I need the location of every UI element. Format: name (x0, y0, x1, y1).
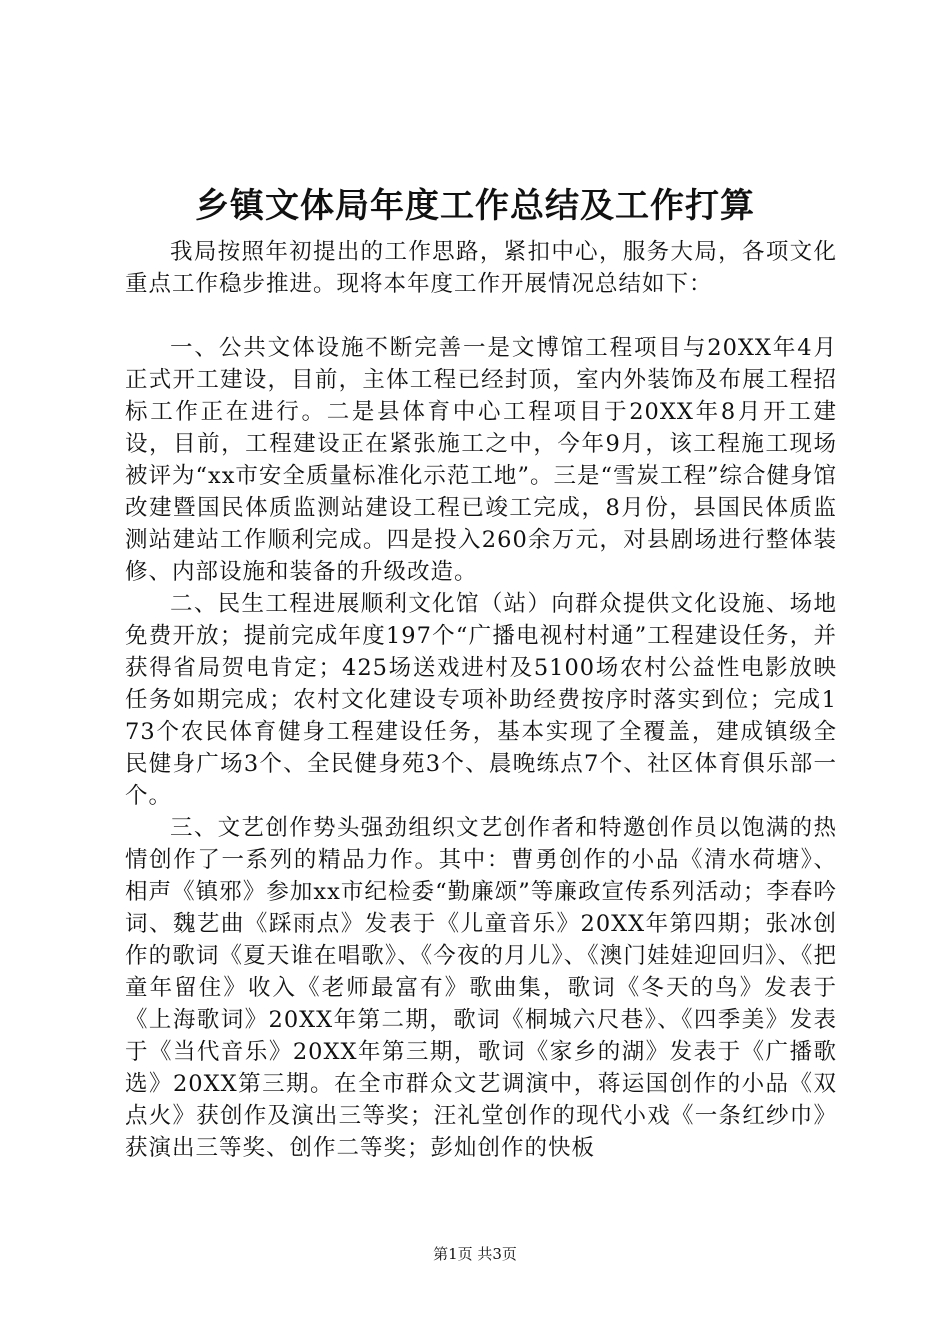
section-3-paragraph: 三、文艺创作势头强劲组织文艺创作者和特邀创作员以饱满的热情创作了一系列的精品力作。其中：曹勇创作的小品《清水荷塘》、相声《镇邪》参加xx市纪检委“勤廉颂”等廉政宣传系列活动；李春吟词、魏艺曲《踩雨点》发表于《儿童音乐》20XX年第四期；张冰创作的歌词《夏天谁在唱歌》、《今夜的月儿》、《澳门娃娃迎回归》、《把童年留住》收入《老师最富有》歌曲集，歌词《冬天的鸟》发表于《上海歌词》20XX年第二期，歌词《桐城六尺巷》、《四季美》发表于《当代音乐》20XX年第三期，歌词《家乡的湖》发表于《广播歌选》20XX第三期。在全市群众文艺调演中，蒋运国创作的小品《双点火》获创作及演出三等奖；汪礼堂创作的现代小戏《一条红纱巾》获演出三等奖、创作二等奖；彭灿创作的快板 (125, 815, 837, 1161)
intro-paragraph: 我局按照年初提出的工作思路，紧扣中心，服务大局，各项文化重点工作稳步推进。现将本年度工作开展情况总结如下： (125, 239, 837, 297)
section-2-paragraph: 二、民生工程进展顺利文化馆（站）向群众提供文化设施、场地免费开放；提前完成年度197个“广播电视村村通”工程建设任务，并获得省局贺电肯定；425场送戏进村及5100场农村公益性电影放映任务如期完成；农村文化建设专项补助经费按序时落实到位；完成173个农民体育健身工程建设任务，基本实现了全覆盖，建成镇级全民健身广场3个、全民健身苑3个、晨晚练点7个、社区体育俱乐部一个。 (125, 591, 837, 809)
page-number-footer: 第1页 共3页 (433, 1245, 517, 1263)
document-body (125, 236, 837, 1164)
document-title: 乡镇文体局年度工作总结及工作打算 (195, 186, 755, 226)
section-1-paragraph: 一、公共文体设施不断完善一是文博馆工程项目与20XX年4月正式开工建设，目前，主体工程已经封顶，室内外装饰及布展工程招标工作正在进行。二是县体育中心工程项目于20XX年8月开工建设，目前，工程建设正在紧张施工之中，今年9月，该工程施工现场被评为“xx市安全质量标准化示范工地”。三是“雪炭工程”综合健身馆改建暨国民体质监测站建设工程已竣工完成，8月份，县国民体质监测站建站工作顺利完成。四是投入260余万元，对县剧场进行整体装修、内部设施和装备的升级改造。 (125, 335, 837, 585)
